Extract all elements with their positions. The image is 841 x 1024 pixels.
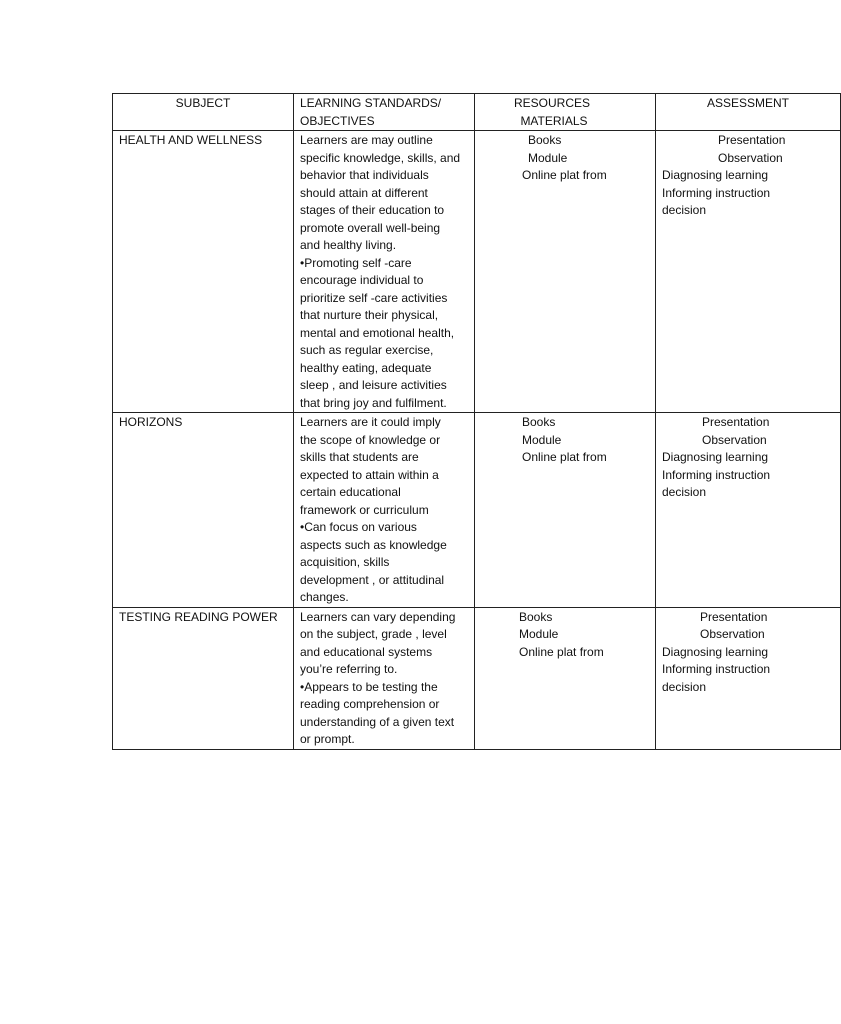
- standards-line: •Promoting self -care: [300, 255, 412, 270]
- standards-line: mental and emotional health,: [300, 325, 455, 340]
- standards-line: promote overall well-being: [300, 220, 441, 235]
- standards-line: you’re referring to.: [300, 662, 398, 676]
- assessment-item: decision: [662, 679, 707, 694]
- table-body: [113, 131, 841, 750]
- standards-line: that bring joy and fulfilment.: [300, 395, 447, 410]
- header-assessment: ASSESSMENT: [656, 94, 841, 131]
- standards-line: •Appears to be testing the: [300, 679, 438, 694]
- header-subject: SUBJECT: [113, 94, 294, 131]
- subject-cell: HORIZONS: [113, 413, 294, 608]
- resource-item: Online plat from: [522, 450, 607, 464]
- standards-line: framework or curriculum: [300, 502, 429, 517]
- standards-cell: [294, 413, 475, 608]
- resources-cell: [475, 607, 656, 749]
- lesson-plan-table: [112, 93, 841, 750]
- assessment-item: Observation: [700, 627, 765, 641]
- assessment-item: Presentation: [702, 415, 770, 429]
- standards-line: healthy eating, adequate: [300, 360, 432, 375]
- resource-item: Books: [519, 609, 553, 624]
- standards-line: aspects such as knowledge: [300, 537, 447, 552]
- subject-cell: TESTING READING POWER: [113, 607, 294, 749]
- assessment-item: Diagnosing learning: [662, 168, 769, 182]
- header-resources-line: RESOURCES: [513, 96, 590, 110]
- standards-line: and healthy living.: [300, 238, 397, 252]
- assessment-item: Informing instruction: [662, 185, 771, 200]
- header-resources: [475, 94, 656, 131]
- standards-line: prioritize self -care activities: [300, 290, 448, 305]
- standards-line: Learners can vary depending: [300, 609, 456, 624]
- assessment-item: Diagnosing learning: [662, 644, 769, 659]
- standards-line: or prompt.: [300, 732, 355, 746]
- table-row: [113, 607, 841, 749]
- resource-item: Module: [519, 627, 559, 641]
- standards-line: such as regular exercise,: [300, 343, 434, 357]
- table-row: [113, 413, 841, 608]
- standards-line: encourage individual to: [300, 273, 424, 287]
- header-standards-line: LEARNING STANDARDS/: [300, 96, 442, 110]
- assessment-cell: [656, 131, 841, 413]
- standards-line: Learners are may outline: [300, 133, 433, 147]
- assessment-item: Presentation: [718, 133, 786, 147]
- standards-line: stages of their education to: [300, 203, 445, 217]
- assessment-item: decision: [662, 203, 707, 217]
- standards-line: •Can focus on various: [300, 520, 417, 534]
- header-standards-line: OBJECTIVES: [300, 113, 375, 128]
- standards-line: Learners are it could imply: [300, 415, 441, 429]
- header-resources-line: MATERIALS: [520, 113, 588, 128]
- standards-line: specific knowledge, skills, and: [300, 150, 461, 165]
- standards-line: changes.: [300, 590, 349, 604]
- standards-cell: [294, 607, 475, 749]
- standards-line: on the subject, grade , level: [300, 627, 447, 641]
- resource-item: Books: [522, 415, 556, 429]
- standards-line: acquisition, skills: [300, 555, 390, 569]
- subject-cell: HEALTH AND WELLNESS: [113, 131, 294, 413]
- resource-item: Online plat from: [519, 644, 604, 659]
- standards-cell: [294, 131, 475, 413]
- header-row: [113, 94, 841, 131]
- resource-item: Online plat from: [522, 168, 607, 182]
- standards-line: should attain at different: [300, 185, 428, 200]
- assessment-cell: [656, 607, 841, 749]
- header-standards: [294, 94, 475, 131]
- resources-cell: [475, 131, 656, 413]
- standards-line: development , or attitudinal: [300, 572, 445, 587]
- standards-line: that nurture their physical,: [300, 308, 439, 322]
- standards-line: the scope of knowledge or: [300, 432, 441, 447]
- standards-line: reading comprehension or: [300, 697, 440, 711]
- standards-line: behavior that individuals: [300, 168, 429, 182]
- resource-item: Books: [528, 133, 562, 147]
- resource-item: Module: [522, 432, 562, 447]
- standards-line: skills that students are: [300, 450, 419, 464]
- standards-line: and educational systems: [300, 644, 433, 659]
- assessment-item: decision: [662, 485, 707, 499]
- resource-item: Module: [528, 150, 568, 165]
- resources-cell: [475, 413, 656, 608]
- standards-line: sleep , and leisure activities: [300, 378, 447, 392]
- assessment-item: Observation: [718, 150, 783, 165]
- assessment-item: Presentation: [700, 609, 768, 624]
- table-row: [113, 131, 841, 413]
- assessment-item: Informing instruction: [662, 467, 771, 482]
- standards-line: understanding of a given text: [300, 714, 455, 729]
- standards-line: expected to attain within a: [300, 467, 439, 482]
- assessment-cell: [656, 413, 841, 608]
- standards-line: certain educational: [300, 485, 401, 499]
- assessment-item: Observation: [702, 432, 767, 447]
- assessment-item: Diagnosing learning: [662, 450, 769, 464]
- assessment-item: Informing instruction: [662, 662, 771, 676]
